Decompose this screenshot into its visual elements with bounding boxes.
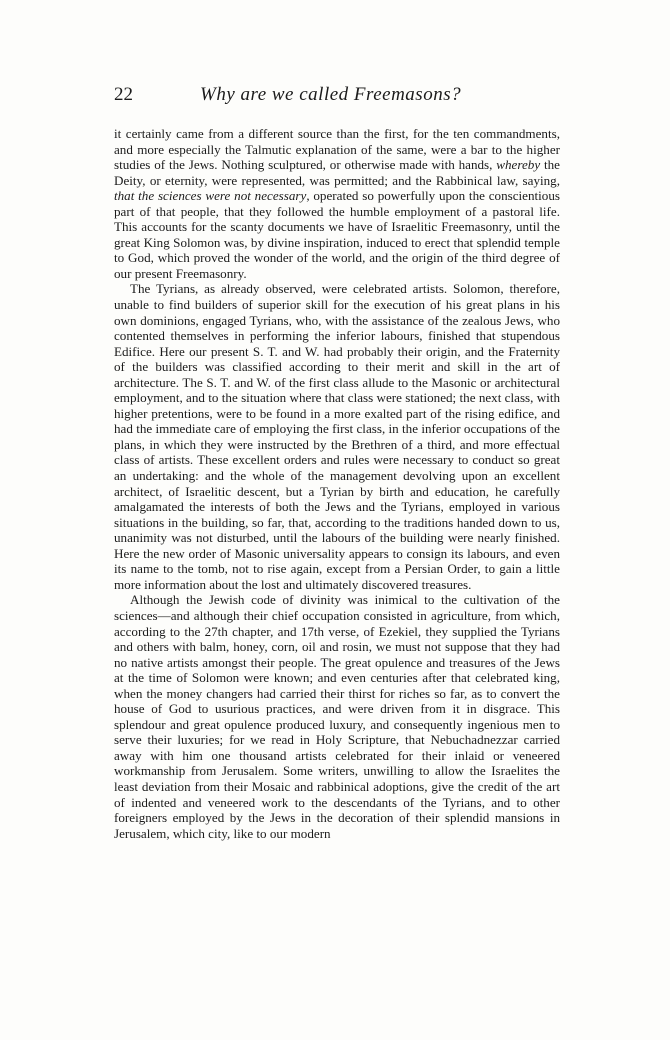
page-number: 22 bbox=[114, 84, 133, 105]
page-body bbox=[114, 126, 560, 841]
paragraph-3: Although the Jewish code of divinity was inimical to the cultivation of the sciences—and although their chief occupation consisted in agriculture, from which, according to the 27th chapter, and 17th verse, of Ezekiel, they supplied the Tyrians and others with balm, honey, corn, oil and rosin, we must not suppose that they had no native artists amongst their people. The great opulence and treasures of the Jews at the time of Solomon were known; and even centuries after that celebrated king, when the money changers had carried their thirst for riches so far, as to convert the house of God to usurious practices, and were driven from it in disgrace. This splendour and great opulence produced luxury, and consequently ingenious men to serve their luxuries; for we read in Holy Scripture, that Nebuchadnezzar carried away with him one thousand artists celebrated for their inlaid or veneered workmanship from Jerusalem. Some writers, unwilling to allow the Israelites the least deviation from their Mosaic and rabbinical adoptions, give the credit of the art of indented and veneered work to the descendants of the Tyrians, and to other foreigners employed by the Jews in the decoration of their splendid mansions in Jerusalem, which city, like to our modern bbox=[114, 592, 560, 841]
paragraph-2: The Tyrians, as already observed, were celebrated artists. Solomon, therefore, unable to find builders of superior skill for the execution of his great plans in his own dominions, engaged Tyrians, who, with the assistance of the zealous Jews, who contented themselves in performing the inferior labours, finished that stupendous Edifice. Here our present S. T. and W. had probably their origin, and the Fraternity of the builders was classified according to their merit and skill in the art of architecture. The S. T. and W. of the first class allude to the Masonic or architectural employment, and to the situation where that class were stationed; the next class, with higher pretentions, were to be found in a more exalted part of the rising edifice, and had the immediate care of employing the first class, in the inferior occupations of the plans, in which they were instructed by the Brethren of a third, and more effectual class of artists. These excellent orders and rules were necessary to conduct so great an undertaking: and the whole of the management devolving upon an excellent architect, of Israelitic descent, but a Tyrian by birth and education, he carefully amalgamated the interests of both the Jews and the Tyrians, employed in various situations in the building, so far, that, according to the traditions handed down to us, unanimity was not disturbed, until the labours of the building were nearly finished. Here the new order of Masonic universality appears to consign its labours, and even its name to the tomb, not to rise again, except from a Persian Order, to gain a little more information about the lost and ultimately discovered treasures. bbox=[114, 281, 560, 592]
running-title: Why are we called Freemasons? bbox=[200, 84, 462, 105]
paragraph-1-text-b: the Deity, or eternity, were represented, was permitted; and the Rabbinical law, saying, bbox=[114, 157, 560, 188]
paragraph-1-text-a: it certainly came from a different source than the first, for the ten commandments, and more especially the Talmutic explanation of the same, were a bar to the higher studies of the Jews. Nothing sculptured, or otherwise made with hands, bbox=[114, 126, 560, 173]
page-header bbox=[0, 84, 670, 112]
paragraph-1-italic-quote: that the sciences were not necessary bbox=[114, 188, 307, 204]
paragraph-1-italic-whereby: whereby bbox=[496, 157, 541, 173]
paragraph-1 bbox=[114, 126, 560, 281]
paragraph-1-text-c: , operated so powerfully upon the conscientious part of that people, that they followed the humble employment of a pastoral life. This accounts for the scanty documents we have of Israelitic Freemasonry, until the great King Solomon was, by divine inspiration, induced to erect that splendid temple to God, which proved the wonder of the world, and the origin of the third degree of our present Freemasonry. bbox=[114, 188, 560, 281]
